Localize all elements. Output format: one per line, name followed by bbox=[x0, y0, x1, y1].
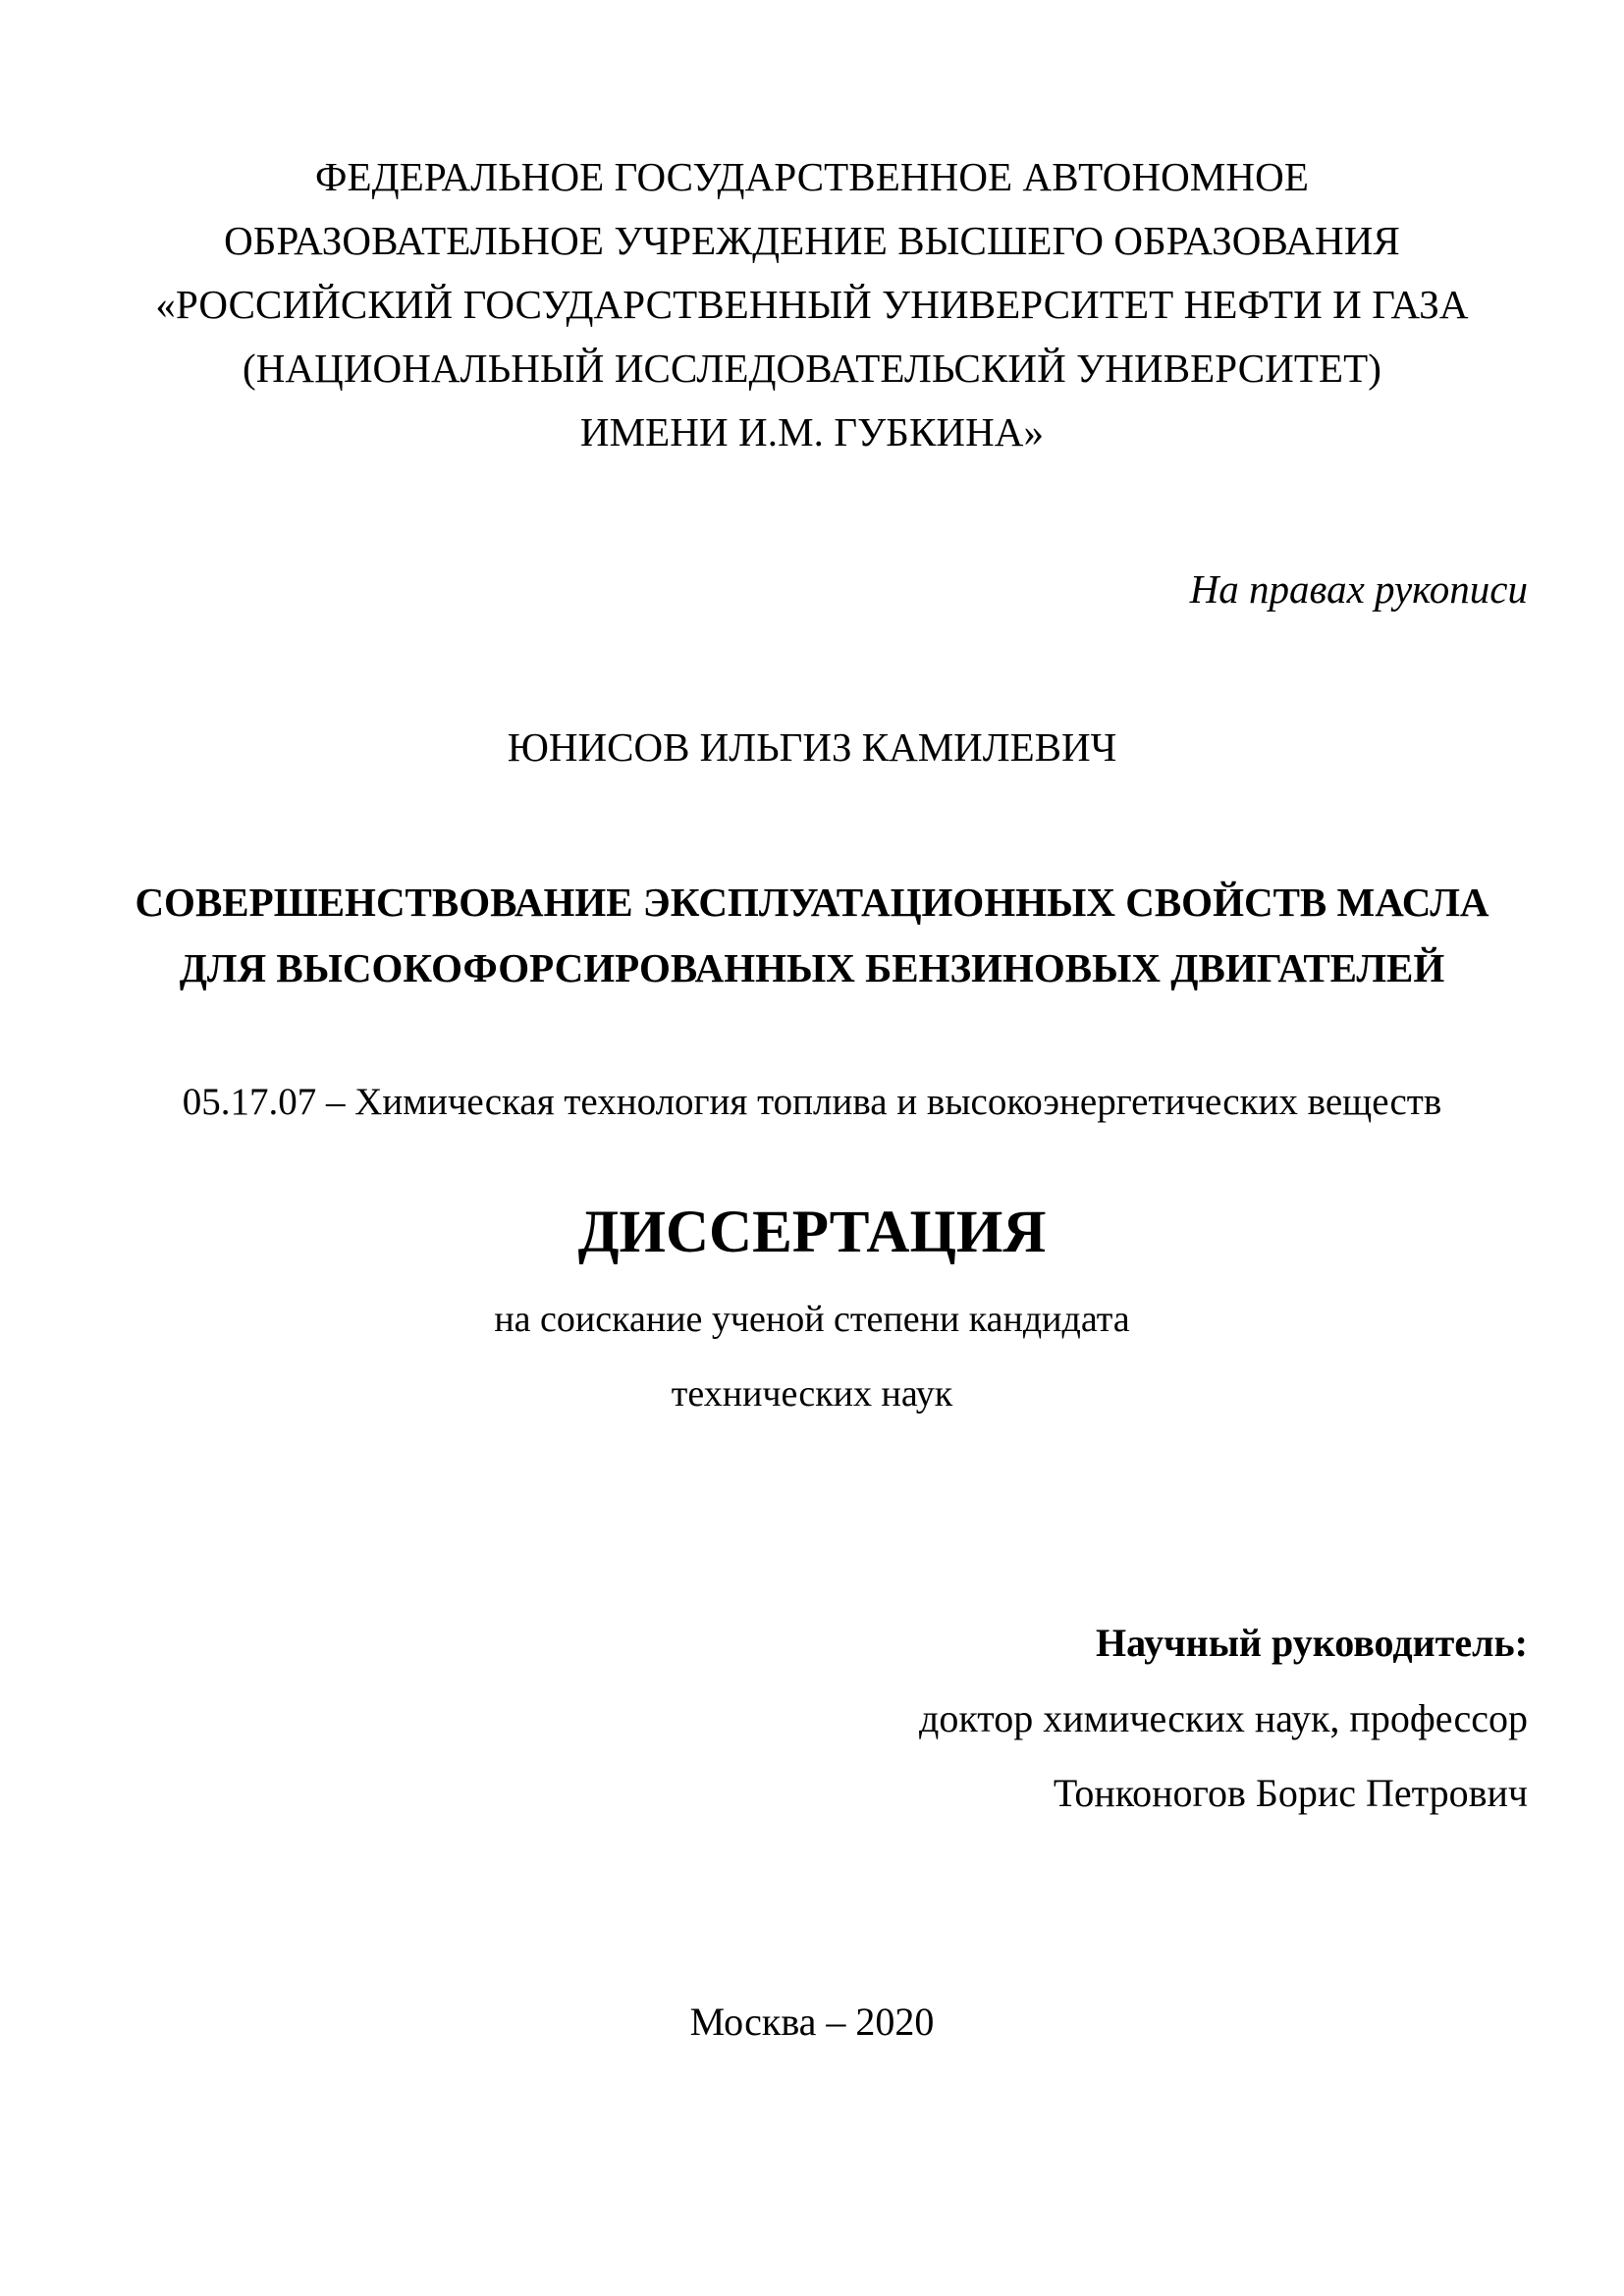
manuscript-note: На правах рукописи bbox=[1189, 566, 1528, 612]
degree-line-1: на соискание ученой степени кандидата bbox=[494, 1299, 1130, 1340]
author-name: ЮНИСОВ ИЛЬГИЗ КАМИЛЕВИЧ bbox=[507, 724, 1117, 770]
supervisor-name: Тонконогов Борис Петрович bbox=[1053, 1771, 1528, 1815]
institution-line-5: ИМЕНИ И.М. ГУБКИНА» bbox=[579, 409, 1045, 454]
city-year: Москва – 2020 bbox=[689, 2000, 935, 2044]
specialty-code: 05.17.07 – Химическая технология топлива и высокоэнергетических веществ bbox=[182, 1081, 1442, 1123]
supervisor-heading: Научный руководитель: bbox=[1096, 1621, 1528, 1665]
supervisor-credentials: доктор химических наук, профессор bbox=[919, 1696, 1528, 1740]
dissertation-title-line-2: ДЛЯ ВЫСОКОФОРСИРОВАННЫХ БЕНЗИНОВЫХ ДВИГАТЕЛЕЙ bbox=[179, 945, 1445, 990]
document-type-heading: ДИССЕРТАЦИЯ bbox=[577, 1200, 1047, 1265]
degree-line-2: технических наук bbox=[671, 1373, 953, 1415]
institution-line-2: ОБРАЗОВАТЕЛЬНОЕ УЧРЕЖДЕНИЕ ВЫСШЕГО ОБРАЗОВАНИЯ bbox=[224, 218, 1400, 263]
institution-line-3: «РОССИЙСКИЙ ГОСУДАРСТВЕННЫЙ УНИВЕРСИТЕТ НЕФТИ И ГАЗА bbox=[155, 282, 1469, 327]
dissertation-title-line-1: СОВЕРШЕНСТВОВАНИЕ ЭКСПЛУАТАЦИОННЫХ СВОЙСТВ МАСЛА bbox=[135, 880, 1489, 925]
institution-line-1: ФЕДЕРАЛЬНОЕ ГОСУДАРСТВЕННОЕ АВТОНОМНОЕ bbox=[314, 154, 1309, 199]
institution-line-4: (НАЦИОНАЛЬНЫЙ ИССЛЕДОВАТЕЛЬСКИЙ УНИВЕРСИТЕТ) bbox=[242, 346, 1382, 391]
